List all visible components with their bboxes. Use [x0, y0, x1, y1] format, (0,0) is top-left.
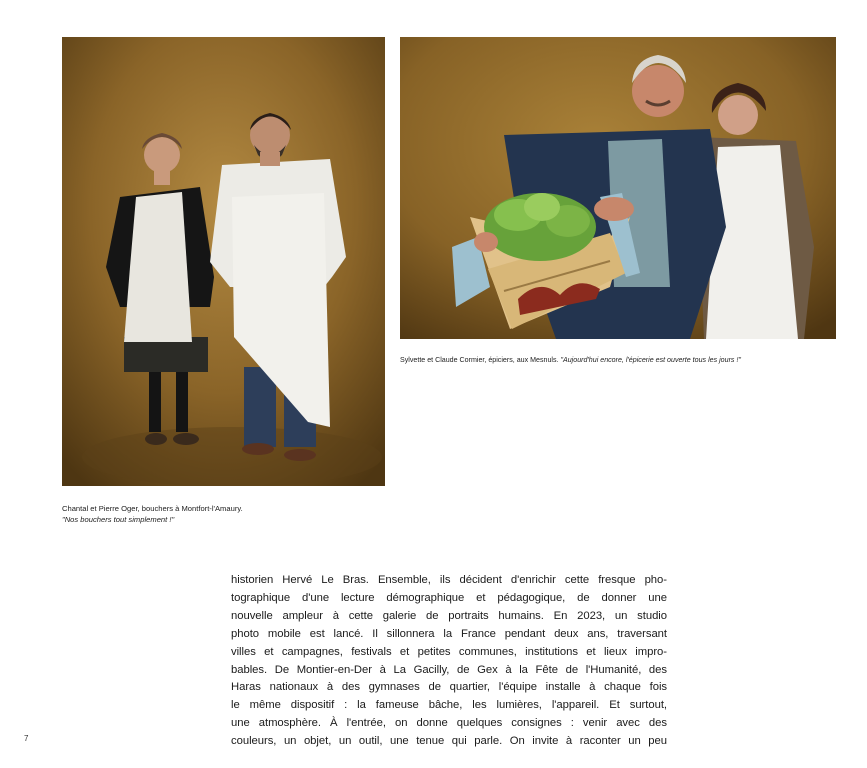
body-line: Haras nationaux à des gymnases de quartier, l'équipe installe à chaque fois [231, 681, 667, 694]
caption-butchers [62, 503, 392, 525]
body-line: photo mobile est lancé. Il sillonnera la France pendant deux ans, traversant [231, 627, 667, 640]
body-line: tographique d'une lecture démographique et pédagogique, de donner une [231, 591, 667, 604]
caption-grocers-text: Sylvette et Claude Cormier, épiciers, aux Mesnuls. [400, 356, 559, 364]
page-number: 7 [24, 734, 29, 743]
photo-grocers [400, 37, 836, 339]
photo-grocers-illustration [400, 37, 836, 339]
body-line: une atmosphère. À l'entrée, on donne quelques consignes : venir avec des [231, 717, 667, 730]
caption-grocers [400, 355, 840, 365]
caption-grocers-quote: "Aujourd'hui encore, l'épicerie est ouverte tous les jours !" [560, 356, 741, 364]
body-line: villes et campagnes, festivals et petites communes, institutions et lieux impro- [231, 645, 667, 658]
body-line: couleurs, un objet, un outil, une tenue qui parle. On invite à raconter un peu [231, 735, 667, 748]
photo-butchers [62, 37, 385, 486]
caption-butchers-text: Chantal et Pierre Oger, bouchers à Montfort-l'Amaury. [62, 504, 243, 513]
caption-butchers-quote: "Nos bouchers tout simplement !" [62, 515, 175, 524]
body-paragraph [231, 572, 667, 751]
body-line: le même dispositif : la fameuse bâche, les lumières, l'appareil. Et surtout, [231, 699, 667, 712]
body-line: nouvelle ampleur à cette galerie de portraits humains. En 2023, un studio [231, 609, 667, 622]
body-line: bables. De Montier-en-Der à La Gacilly, de Gex à la Fête de l'Humanité, des [231, 663, 667, 676]
body-line: historien Hervé Le Bras. Ensemble, ils décident d'enrichir cette fresque pho- [231, 574, 667, 586]
photo-butchers-illustration [62, 37, 385, 486]
